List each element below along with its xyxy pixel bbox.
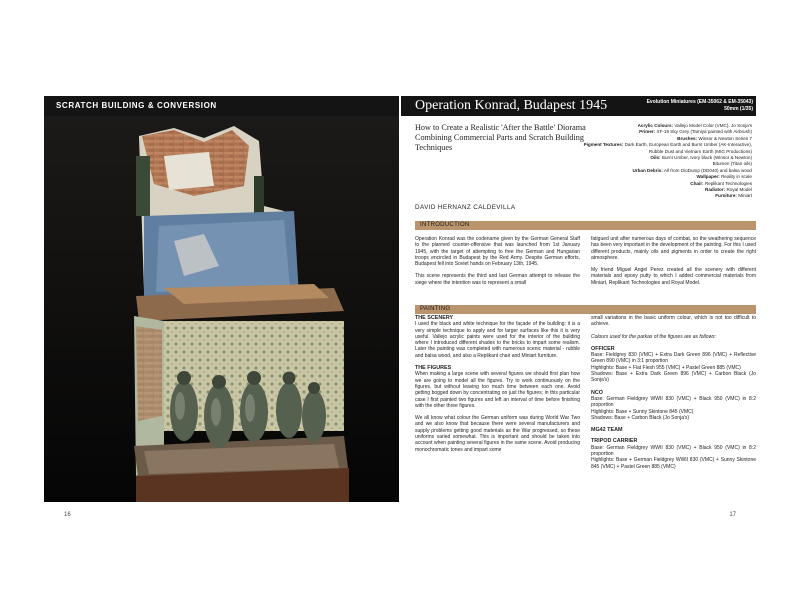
article-title: Operation Konrad, Budapest 1945	[415, 98, 608, 113]
paragraph: small variations in the basic uniform colour, which is not too difficult to achieve.	[591, 315, 756, 328]
material-row: Wallpaper: Reality in scale	[696, 174, 752, 180]
paragraph: This scene represents the third and last German attempt to release the siege where the intention was to represent a small	[415, 273, 580, 286]
tripod-heading: TRIPOD CARRIER	[591, 438, 638, 445]
product-info	[647, 99, 753, 113]
mg42-heading: MG42 TEAM	[591, 427, 623, 434]
material-row: Oils: Burnt Umber, Ivory black (Winsor & Newton)	[650, 155, 752, 161]
material-row: Brushes: Winsor & Newton Series 7	[677, 135, 752, 141]
officer-recipe: Base: Fieldgrey 830 (VMC) + Extra Dark Green 896 (VMC) + Reflective Green 890 (VMC) in 3:1 proportion Highlights: Base + Flat Flesh 955 (VMC) + Pastel Green 885 (VMC) Shadows: Base + Extra Dark Green 896 (VMC) + Carbon Black (Jo Sonja's)	[591, 352, 756, 384]
material-row: Chair: Replikant Technologies	[690, 180, 752, 186]
material-row: Furniture: Miniart	[715, 193, 752, 199]
material-row: Bitumen (Titan oils)	[712, 161, 752, 167]
diorama-illustration	[44, 116, 399, 502]
material-row: Acrylic Colours: Vallejo Model Color (VMC), Jo Sonja's	[637, 123, 752, 128]
product-line: Evolution Miniatures (EM-35062 & EM-35043)	[646, 99, 753, 105]
colours-note: Colours used for the parkas of the figures are as follows:	[591, 333, 717, 340]
painting-column-1	[415, 315, 580, 459]
material-row: Pigment Textures: Dark Earth, European Earth and Burnt Umber (AK-Interactive), Rubble Dust and Vietnam Earth (MIG Productions)	[583, 142, 752, 154]
materials-list	[572, 123, 752, 200]
nco-heading: NCO	[591, 389, 603, 396]
section-header: SCRATCH BUILDING & CONVERSION	[44, 96, 399, 116]
figures-heading: THE FIGURES	[415, 365, 452, 372]
tripod-recipe: Base: German Fieldgrey WWII 830 (VMC) + Black 950 (VMC) in 8:2 proportion Highlights: Base + German Fieldgrey WWII 830 (VMC) + Sunny Skintone 845 (VMC) + Pastel Green 885 (VMC)	[591, 444, 756, 470]
painting-heading: PAINTING	[415, 305, 756, 314]
author-name: DAVID HERNANZ CALDEVILLA	[415, 204, 516, 211]
paragraph: fatigued unit after numerous days of combat, so the weathering sequence has been very important in the development of the painting. For this I used different products, mainly oils and pigments in order to create the right atmosphere.	[591, 236, 756, 261]
left-page	[44, 96, 399, 524]
paragraph: When making a large scene with several figures we should first plan how we are going to model all the figures. Try to work continuously on the figures, but without leaving too much time between each one. Avoid getting bogged down by concentrating on just the figures; in this particular case I first painted two figures and left an interval of time before finishing with the other three figures.	[415, 371, 580, 409]
right-page	[401, 96, 756, 524]
material-row: Urban Debris: All from DioDump (DD040) and balsa wood	[632, 167, 752, 173]
painting-column-2	[591, 315, 756, 476]
material-row: Primer: XF-19 Sky Grey (Tamiya painted with Airbrush)	[639, 129, 752, 135]
title-bar	[401, 96, 756, 116]
intro-column-1	[415, 236, 580, 292]
officer-heading: OFFICER	[591, 345, 615, 352]
introduction-heading: INTRODUCTION	[415, 221, 756, 230]
paragraph: We all know what colour the German uniform was during World War Two and we also know that because there were several manufacturers and supply problems getting good materials as the War progressed, so these uniforms varied somewhat. This is important and should be taken into account when painting several figures in the same scene. Avoid producing monochromatic tones and impart some	[415, 415, 580, 453]
nco-recipe: Base: German Fieldgrey WWII 830 (VMC) + Black 950 (VMC) in 8:2 proportion Highlights: Base + Sunny Skintone 845 (VMC) Shadows: Base + Carbon Black (Jo Sonja's)	[591, 395, 756, 421]
scenery-heading: THE SCENERY	[415, 315, 454, 321]
diorama-photo	[44, 116, 399, 502]
scale-line: 50mm (1/35)	[724, 106, 753, 112]
article-subtitle: How to Create a Realistic 'After the Battle' Diorama Combining Commercial Parts and Scratch Building Techniques	[415, 123, 586, 152]
material-row: Radiator: Royal Model	[705, 187, 752, 193]
paragraph: Operation Konrad was the codename given by the German General Staff to the planned counter-offensive that was launched from 1st January 1945, with the target of attempting to free the German and Hungarian troops encircled in Budapest by the Red Army. Despite German efforts, Budapest fell into Soviet hands on February 13th, 1945.	[415, 236, 580, 268]
intro-column-2	[591, 236, 756, 292]
page-number-left: 16	[64, 512, 71, 518]
page-number-right: 17	[729, 512, 736, 518]
paragraph: My friend Miguel Angel Perez created all the scenery with different materials and epoxy putty to which I added commercial materials from Miniart, Replikant Technologies and Royal Model.	[591, 267, 756, 286]
magazine-spread	[44, 96, 756, 524]
paragraph: I used the black and white technique for the façade of the building: it is a very simple technique to apply and for larger surfaces like this it is very useful. Vallejo acrylic paints were used for the interior of the building where I introduced different shades to the bricks to impart some realism. Later the painting was completed with numerous scenic material - rubble and balsa wood, and also a Replikant chair and Miniart furniture.	[415, 321, 580, 359]
